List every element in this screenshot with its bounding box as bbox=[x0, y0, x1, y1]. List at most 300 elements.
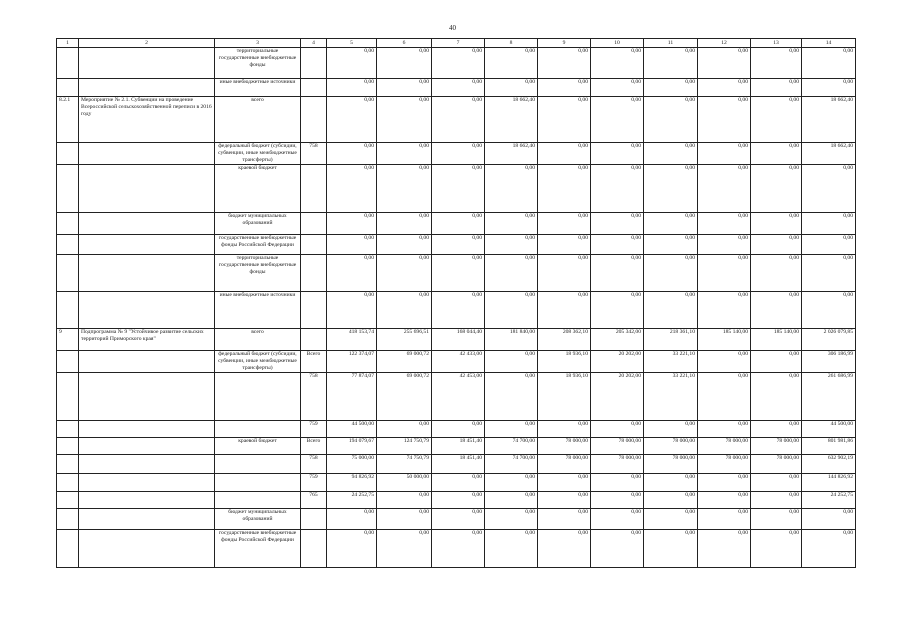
table-cell: 0,00 bbox=[485, 373, 538, 421]
table-cell: 0,00 bbox=[591, 292, 644, 329]
table-cell: 0,00 bbox=[327, 48, 377, 79]
table-cell: 0,00 bbox=[538, 213, 591, 235]
table-cell: 0,00 bbox=[644, 97, 698, 143]
table-cell: 0,00 bbox=[751, 48, 802, 79]
table-cell bbox=[301, 213, 327, 235]
table-cell: 0,00 bbox=[802, 292, 856, 329]
table-row bbox=[57, 329, 856, 351]
table-cell bbox=[301, 292, 327, 329]
table-cell: 0,00 bbox=[538, 474, 591, 492]
table-cell: 0,00 bbox=[591, 143, 644, 165]
table-cell: 758 bbox=[301, 373, 327, 421]
table-cell: 0,00 bbox=[377, 292, 432, 329]
table-cell: 0,00 bbox=[327, 292, 377, 329]
table-cell: 94 826,92 bbox=[327, 474, 377, 492]
table-cell: 0,00 bbox=[327, 165, 377, 213]
table-cell: 0,00 bbox=[538, 509, 591, 530]
table-cell bbox=[301, 255, 327, 292]
table-cell: 0,00 bbox=[432, 48, 485, 79]
table-cell: 0,00 bbox=[377, 143, 432, 165]
table-cell: 0,00 bbox=[644, 48, 698, 79]
table-cell: 42 453,00 bbox=[432, 373, 485, 421]
page-number: 40 bbox=[449, 24, 456, 32]
table-cell: бюджет муниципальных образований bbox=[215, 509, 301, 530]
table-cell: 33 221,10 bbox=[644, 373, 698, 421]
col-header: 9 bbox=[538, 39, 591, 48]
table-cell: 8.2.1 bbox=[57, 97, 79, 143]
table-cell bbox=[79, 292, 215, 329]
table-cell: 78 000,00 bbox=[644, 438, 698, 455]
table-cell: иные внебюджетные источники bbox=[215, 79, 301, 97]
table-cell: 0,00 bbox=[538, 492, 591, 509]
table-cell: территориальные государственные внебюджетные фонды bbox=[215, 255, 301, 292]
table-cell: 194 079,67 bbox=[327, 438, 377, 455]
table-cell: краевой бюджет bbox=[215, 165, 301, 213]
table-cell: 78 000,00 bbox=[751, 455, 802, 474]
table-cell: 0,00 bbox=[751, 97, 802, 143]
table-row bbox=[57, 79, 856, 97]
table-cell: 124 750,79 bbox=[377, 438, 432, 455]
table-cell: 0,00 bbox=[751, 509, 802, 530]
table-cell: 0,00 bbox=[591, 255, 644, 292]
table-cell: 758 bbox=[301, 455, 327, 474]
table-cell: 75 000,00 bbox=[327, 455, 377, 474]
table-cell: 24 252,75 bbox=[802, 492, 856, 509]
table-cell: 0,00 bbox=[377, 492, 432, 509]
table-cell: 181 840,00 bbox=[485, 329, 538, 351]
table-cell bbox=[79, 165, 215, 213]
table-cell: 0,00 bbox=[751, 474, 802, 492]
table-cell: 0,00 bbox=[432, 165, 485, 213]
table-cell: 0,00 bbox=[751, 235, 802, 255]
table-cell: 0,00 bbox=[591, 213, 644, 235]
table-cell bbox=[79, 143, 215, 165]
table-cell: 0,00 bbox=[698, 373, 751, 421]
table-cell bbox=[57, 351, 79, 373]
table-cell: 759 bbox=[301, 474, 327, 492]
table-cell: Всего bbox=[301, 351, 327, 373]
table-cell: 0,00 bbox=[802, 255, 856, 292]
table-cell: 78 000,00 bbox=[698, 455, 751, 474]
table-cell: 0,00 bbox=[432, 235, 485, 255]
table-cell: 0,00 bbox=[538, 421, 591, 438]
table-cell: всего bbox=[215, 97, 301, 143]
table-cell: 74 750,79 bbox=[377, 455, 432, 474]
table-cell: 0,00 bbox=[432, 492, 485, 509]
col-header: 5 bbox=[327, 39, 377, 48]
table-cell bbox=[57, 474, 79, 492]
table-body bbox=[57, 48, 856, 568]
table-cell: Всего bbox=[301, 438, 327, 455]
table-cell: 0,00 bbox=[485, 530, 538, 568]
table-cell bbox=[57, 292, 79, 329]
table-cell: 0,00 bbox=[485, 351, 538, 373]
table-cell: 24 252,75 bbox=[327, 492, 377, 509]
table-cell: 50 000,00 bbox=[377, 474, 432, 492]
table-cell: 69 000,72 bbox=[377, 351, 432, 373]
table-cell: 0,00 bbox=[485, 213, 538, 235]
table-cell: 0,00 bbox=[644, 530, 698, 568]
table-cell: 185 140,00 bbox=[751, 329, 802, 351]
table-cell bbox=[79, 351, 215, 373]
table-cell: 0,00 bbox=[591, 235, 644, 255]
table-cell bbox=[79, 530, 215, 568]
table-cell: 0,00 bbox=[485, 509, 538, 530]
table-cell bbox=[301, 79, 327, 97]
table-cell: 0,00 bbox=[377, 213, 432, 235]
table-cell: 0,00 bbox=[751, 351, 802, 373]
table-cell bbox=[79, 421, 215, 438]
col-header: 2 bbox=[79, 39, 215, 48]
table-cell: 18 662,40 bbox=[485, 143, 538, 165]
table-cell: 0,00 bbox=[377, 530, 432, 568]
table-cell: 0,00 bbox=[698, 143, 751, 165]
table-cell bbox=[301, 329, 327, 351]
table-cell: 255 696,51 bbox=[377, 329, 432, 351]
table-row bbox=[57, 474, 856, 492]
table-cell: 0,00 bbox=[538, 235, 591, 255]
table-cell: 0,00 bbox=[751, 492, 802, 509]
table-cell bbox=[79, 235, 215, 255]
col-header: 13 bbox=[751, 39, 802, 48]
table-cell: 69 000,72 bbox=[377, 373, 432, 421]
table-cell: 0,00 bbox=[802, 509, 856, 530]
table-cell: государственные внебюджетные фонды Российской Федерации bbox=[215, 530, 301, 568]
table-cell: 0,00 bbox=[591, 97, 644, 143]
table-cell: 0,00 bbox=[751, 79, 802, 97]
table-cell: 0,00 bbox=[485, 48, 538, 79]
table-cell: Мероприятие № 2.1. Субвенции на проведение Всероссийской сельскохозяйственной переписи в 2016 году bbox=[79, 97, 215, 143]
table-cell bbox=[57, 213, 79, 235]
table-row bbox=[57, 213, 856, 235]
table-cell: 0,00 bbox=[432, 143, 485, 165]
table-cell: 18 936,10 bbox=[538, 373, 591, 421]
table-cell bbox=[57, 421, 79, 438]
table-cell: 18 662,40 bbox=[802, 143, 856, 165]
table-cell: бюджет муниципальных образований bbox=[215, 213, 301, 235]
col-header: 1 bbox=[57, 39, 79, 48]
table-cell: 418 153,74 bbox=[327, 329, 377, 351]
table-cell: 185 140,00 bbox=[698, 329, 751, 351]
table-cell: 208 362,10 bbox=[538, 329, 591, 351]
table-cell: 632 902,19 bbox=[802, 455, 856, 474]
table-cell: 18 936,10 bbox=[538, 351, 591, 373]
table-row bbox=[57, 492, 856, 509]
table-cell: 122 374,07 bbox=[327, 351, 377, 373]
table-cell: 0,00 bbox=[591, 530, 644, 568]
table-cell: 0,00 bbox=[591, 492, 644, 509]
table-cell: территориальные государственные внебюджетные фонды bbox=[215, 48, 301, 79]
table-cell: 0,00 bbox=[751, 255, 802, 292]
table-cell bbox=[57, 48, 79, 79]
table-cell: 0,00 bbox=[698, 292, 751, 329]
table-row bbox=[57, 143, 856, 165]
table-cell: 0,00 bbox=[751, 213, 802, 235]
table-cell: 218 361,10 bbox=[644, 329, 698, 351]
table-cell: 0,00 bbox=[485, 235, 538, 255]
col-header: 4 bbox=[301, 39, 327, 48]
table-cell bbox=[57, 79, 79, 97]
table-cell: 0,00 bbox=[698, 474, 751, 492]
table-cell: 0,00 bbox=[751, 373, 802, 421]
table-cell: 0,00 bbox=[377, 97, 432, 143]
table-cell: 0,00 bbox=[538, 48, 591, 79]
table-cell: 0,00 bbox=[432, 213, 485, 235]
table-cell: 18 451,40 bbox=[432, 455, 485, 474]
table-cell: 0,00 bbox=[485, 255, 538, 292]
table-cell: 0,00 bbox=[591, 79, 644, 97]
table-cell bbox=[215, 474, 301, 492]
table-cell: 0,00 bbox=[432, 421, 485, 438]
table-cell: 144 826,92 bbox=[802, 474, 856, 492]
table-cell bbox=[57, 235, 79, 255]
table-cell: 0,00 bbox=[751, 530, 802, 568]
table-cell bbox=[79, 213, 215, 235]
table-cell: 0,00 bbox=[377, 235, 432, 255]
table-cell: 0,00 bbox=[698, 492, 751, 509]
table-cell: 0,00 bbox=[485, 79, 538, 97]
table-cell: 0,00 bbox=[644, 292, 698, 329]
table-cell: 0,00 bbox=[802, 48, 856, 79]
table-cell: 0,00 bbox=[485, 421, 538, 438]
table-row bbox=[57, 97, 856, 143]
table-cell: 0,00 bbox=[485, 165, 538, 213]
col-header: 10 bbox=[591, 39, 644, 48]
table-cell bbox=[79, 509, 215, 530]
table-cell: 0,00 bbox=[327, 509, 377, 530]
table-cell bbox=[301, 48, 327, 79]
table-cell bbox=[301, 530, 327, 568]
table-cell bbox=[301, 235, 327, 255]
table-cell: 261 686,99 bbox=[802, 373, 856, 421]
table-cell: 9 bbox=[57, 329, 79, 351]
header-row bbox=[57, 39, 856, 48]
table-cell: 78 000,00 bbox=[644, 455, 698, 474]
table-cell: 0,00 bbox=[538, 292, 591, 329]
table-cell: 78 000,00 bbox=[538, 455, 591, 474]
table-cell: 205 342,00 bbox=[591, 329, 644, 351]
table-cell bbox=[79, 474, 215, 492]
table-cell: 0,00 bbox=[538, 255, 591, 292]
col-header: 11 bbox=[644, 39, 698, 48]
table-cell: всего bbox=[215, 329, 301, 351]
table-cell: 0,00 bbox=[327, 255, 377, 292]
table-row bbox=[57, 255, 856, 292]
table-cell: 0,00 bbox=[751, 143, 802, 165]
table-cell bbox=[57, 509, 79, 530]
table-cell: 20 202,00 bbox=[591, 373, 644, 421]
table-cell: 306 186,99 bbox=[802, 351, 856, 373]
col-header: 7 bbox=[432, 39, 485, 48]
table-cell: 0,00 bbox=[432, 79, 485, 97]
table-cell bbox=[57, 492, 79, 509]
table-cell: 0,00 bbox=[327, 143, 377, 165]
table-cell bbox=[57, 143, 79, 165]
table-cell bbox=[57, 455, 79, 474]
table-cell: 0,00 bbox=[377, 165, 432, 213]
table-row bbox=[57, 351, 856, 373]
table-row bbox=[57, 373, 856, 421]
table-cell: 0,00 bbox=[644, 474, 698, 492]
table-cell: 759 bbox=[301, 421, 327, 438]
table-cell: 78 000,00 bbox=[698, 438, 751, 455]
table-cell bbox=[301, 509, 327, 530]
table-cell: государственные внебюджетные фонды Российской Федерации bbox=[215, 235, 301, 255]
table-row bbox=[57, 509, 856, 530]
table-cell: 0,00 bbox=[377, 48, 432, 79]
table-cell: 0,00 bbox=[432, 474, 485, 492]
table-cell: 0,00 bbox=[802, 235, 856, 255]
table-row bbox=[57, 530, 856, 568]
table-cell: 0,00 bbox=[327, 79, 377, 97]
table-cell bbox=[79, 255, 215, 292]
table-cell bbox=[79, 492, 215, 509]
table-cell: 0,00 bbox=[698, 97, 751, 143]
table-row bbox=[57, 235, 856, 255]
table-cell bbox=[215, 421, 301, 438]
table-cell: 78 000,00 bbox=[591, 455, 644, 474]
table-cell: 78 000,00 bbox=[591, 438, 644, 455]
table-cell: 0,00 bbox=[644, 509, 698, 530]
table-cell: 0,00 bbox=[644, 255, 698, 292]
table-cell bbox=[57, 255, 79, 292]
table-cell: 801 981,86 bbox=[802, 438, 856, 455]
table-cell: 2 026 079,85 bbox=[802, 329, 856, 351]
table-cell: 0,00 bbox=[538, 165, 591, 213]
table-cell bbox=[215, 455, 301, 474]
table-cell: 0,00 bbox=[802, 213, 856, 235]
table-cell: 0,00 bbox=[698, 165, 751, 213]
table-cell: 0,00 bbox=[698, 351, 751, 373]
table-cell: 0,00 bbox=[327, 213, 377, 235]
table-cell: 0,00 bbox=[802, 79, 856, 97]
table-cell: 0,00 bbox=[644, 143, 698, 165]
table-cell: 78 000,00 bbox=[538, 438, 591, 455]
table-cell: 0,00 bbox=[432, 97, 485, 143]
table-cell: 0,00 bbox=[698, 530, 751, 568]
table-cell: 18 451,40 bbox=[432, 438, 485, 455]
table-cell: 0,00 bbox=[591, 421, 644, 438]
table-cell: 0,00 bbox=[644, 213, 698, 235]
table-cell bbox=[301, 165, 327, 213]
table-cell: 44 500,00 bbox=[327, 421, 377, 438]
table-cell bbox=[79, 455, 215, 474]
table-cell bbox=[79, 438, 215, 455]
table-cell bbox=[301, 97, 327, 143]
table-cell: 0,00 bbox=[591, 474, 644, 492]
table-cell: 0,00 bbox=[485, 492, 538, 509]
table-cell: 0,00 bbox=[751, 421, 802, 438]
table-cell: 74 700,00 bbox=[485, 438, 538, 455]
table-cell: 74 700,00 bbox=[485, 455, 538, 474]
table-cell: 0,00 bbox=[644, 235, 698, 255]
table-cell bbox=[57, 438, 79, 455]
table-cell bbox=[79, 48, 215, 79]
table-row bbox=[57, 421, 856, 438]
table-cell: федеральный бюджет (субсидии, субвенции, иные межбюджетные трансферты) bbox=[215, 351, 301, 373]
table-cell: 0,00 bbox=[698, 48, 751, 79]
table-cell: 18 662,40 bbox=[485, 97, 538, 143]
table-cell: 0,00 bbox=[538, 143, 591, 165]
table-cell: 0,00 bbox=[591, 509, 644, 530]
table-cell: 0,00 bbox=[698, 213, 751, 235]
table-cell: 0,00 bbox=[538, 97, 591, 143]
col-header: 6 bbox=[377, 39, 432, 48]
table-cell: 0,00 bbox=[802, 165, 856, 213]
table-cell: 0,00 bbox=[591, 48, 644, 79]
table-cell: 0,00 bbox=[538, 79, 591, 97]
table-cell: 0,00 bbox=[698, 509, 751, 530]
table-row bbox=[57, 438, 856, 455]
table-cell: 0,00 bbox=[432, 292, 485, 329]
table-cell: краевой бюджет bbox=[215, 438, 301, 455]
table-cell: 0,00 bbox=[327, 97, 377, 143]
table-cell: 0,00 bbox=[698, 79, 751, 97]
table-cell: федеральный бюджет (субсидии, субвенции, иные межбюджетные трансферты) bbox=[215, 143, 301, 165]
table-cell bbox=[215, 492, 301, 509]
table-cell: 758 bbox=[301, 143, 327, 165]
table-cell: 0,00 bbox=[591, 165, 644, 213]
table-row bbox=[57, 48, 856, 79]
table-cell: 0,00 bbox=[644, 492, 698, 509]
table-cell: 78 000,00 bbox=[751, 438, 802, 455]
table-cell: 0,00 bbox=[698, 255, 751, 292]
budget-table bbox=[56, 38, 856, 568]
table-cell: 168 044,40 bbox=[432, 329, 485, 351]
table-cell: 0,00 bbox=[698, 235, 751, 255]
table-cell: 765 bbox=[301, 492, 327, 509]
table-cell: 0,00 bbox=[485, 474, 538, 492]
table-cell: 18 662,40 bbox=[802, 97, 856, 143]
table-row bbox=[57, 292, 856, 329]
table-row bbox=[57, 455, 856, 474]
table-cell: 0,00 bbox=[485, 292, 538, 329]
table-cell: 0,00 bbox=[377, 79, 432, 97]
table-row bbox=[57, 165, 856, 213]
col-header: 3 bbox=[215, 39, 301, 48]
table-cell: 0,00 bbox=[698, 421, 751, 438]
table-cell: 0,00 bbox=[432, 255, 485, 292]
col-header: 14 bbox=[802, 39, 856, 48]
table-cell: 0,00 bbox=[432, 530, 485, 568]
table-cell bbox=[57, 165, 79, 213]
col-header: 12 bbox=[698, 39, 751, 48]
table-cell bbox=[79, 79, 215, 97]
table-cell: 33 221,10 bbox=[644, 351, 698, 373]
table-cell: 0,00 bbox=[644, 165, 698, 213]
table-cell: 20 202,00 bbox=[591, 351, 644, 373]
table-cell bbox=[57, 373, 79, 421]
table-cell: 0,00 bbox=[377, 509, 432, 530]
table-cell: Подпрограмма № 9 "Устойчивое развитие сельских территорий Приморского края" bbox=[79, 329, 215, 351]
table-cell: 0,00 bbox=[751, 292, 802, 329]
table-cell bbox=[79, 373, 215, 421]
table-cell: 44 500,00 bbox=[802, 421, 856, 438]
col-header: 8 bbox=[485, 39, 538, 48]
table-cell: 0,00 bbox=[377, 255, 432, 292]
table-cell: 0,00 bbox=[432, 509, 485, 530]
table-cell: 0,00 bbox=[538, 530, 591, 568]
table-cell: 0,00 bbox=[327, 235, 377, 255]
table-cell: иные внебюджетные источники bbox=[215, 292, 301, 329]
table-cell: 0,00 bbox=[802, 530, 856, 568]
table-cell: 0,00 bbox=[377, 421, 432, 438]
table-cell: 42 433,00 bbox=[432, 351, 485, 373]
table-cell: 0,00 bbox=[644, 79, 698, 97]
table-cell: 0,00 bbox=[644, 421, 698, 438]
table-cell bbox=[215, 373, 301, 421]
table-cell: 77 874,07 bbox=[327, 373, 377, 421]
